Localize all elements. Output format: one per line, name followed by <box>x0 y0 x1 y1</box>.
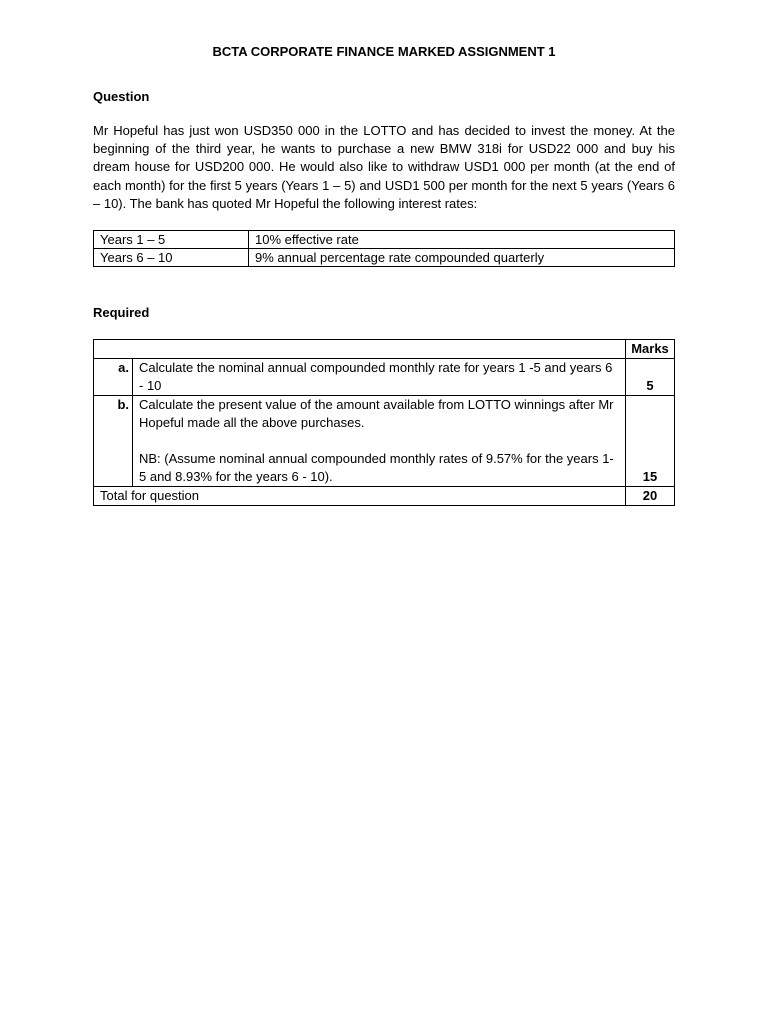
table-row <box>94 231 675 249</box>
table-row <box>94 249 675 267</box>
table-row <box>94 396 675 487</box>
required-heading: Required <box>93 305 150 320</box>
item-description <box>133 396 626 487</box>
document-title: BCTA CORPORATE FINANCE MARKED ASSIGNMENT 1 <box>212 44 556 59</box>
item-text: Calculate the present value of the amount available from LOTTO winnings after Mr Hopeful made all the above purchases. <box>139 397 614 430</box>
table-header-row <box>94 340 675 359</box>
item-marks: 15 <box>626 396 675 487</box>
interest-rates-table <box>93 230 675 267</box>
rate-value-cell: 9% annual percentage rate compounded quarterly <box>249 249 675 267</box>
item-marks: 5 <box>626 359 675 396</box>
item-description <box>133 359 626 396</box>
required-table <box>93 339 675 506</box>
blank-header-cell <box>94 340 626 359</box>
marks-header: Marks <box>626 340 675 359</box>
total-row <box>94 487 675 506</box>
item-text: Calculate the nominal annual compounded monthly rate for years 1 -5 and years 6 - 10 <box>139 360 613 393</box>
total-label: Total for question <box>94 487 626 506</box>
total-marks: 20 <box>626 487 675 506</box>
item-label: b. <box>94 396 133 487</box>
item-note: NB: (Assume nominal annual compounded monthly rates of 9.57% for the years 1-5 and 8.93% for the years 6 - 10). <box>139 451 614 484</box>
rate-period-cell: Years 6 – 10 <box>94 249 249 267</box>
rate-period-cell: Years 1 – 5 <box>94 231 249 249</box>
item-label: a. <box>94 359 133 396</box>
table-row <box>94 359 675 396</box>
rate-value-cell: 10% effective rate <box>249 231 675 249</box>
question-heading: Question <box>93 89 150 104</box>
question-text: Mr Hopeful has just won USD350 000 in the LOTTO and has decided to invest the money. At the beginning of the third year, he wants to purchase a new BMW 318i for USD22 000 and buy his dream house for USD200 000. He would also like to withdraw USD1 000 per month (at the end of each month) for the first 5 years (Years 1 – 5) and USD1 500 per month for the next 5 years (Years 6 – 10). The bank has quoted Mr Hopeful the following interest rates: <box>93 123 675 211</box>
